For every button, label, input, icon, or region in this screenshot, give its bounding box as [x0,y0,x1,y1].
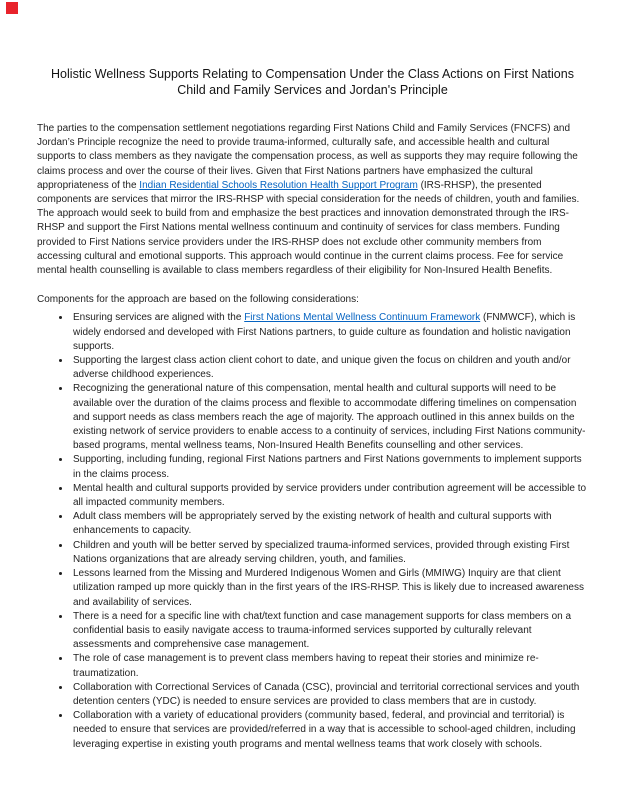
irs-rhsp-program-link[interactable]: Indian Residential Schools Resolution Health Support Program [139,179,418,191]
fnmwcf-framework-link[interactable]: First Nations Mental Wellness Continuum Framework [244,312,481,324]
intro-paragraph [37,122,588,278]
bullet-text-before-link: Ensuring services are aligned with the [73,312,245,324]
list-item-children-and-youth: • Children and youth will be better served by specialized trauma-informed services, provided through existing First Nations organizations that are already serving children, youth, and families. [71,539,588,567]
list-item-largest-cohort: • Supporting the largest class action client cohort to date, and unique given the focus on children and youth and/or adverse childhood experiences. [71,354,588,382]
intro-text-before-link: The parties to the compensation settlement negotiations regarding First Nations Child and Family Services (FNCFS) and Jordan’s Principle recognize the need to provide trauma-informed, culturally safe, and accessible health and cultural supports to class members as they navigate the compensation process, as well as supports they may require following the claims process and over the course of their lives. Given that First Nations partners have emphasized the cultural appropriateness of the [37,123,578,191]
intro-text-after-link: (IRS-RHSP), the presented components are services that mirror the IRS-RHSP with special consideration for the needs of children, youth and families. The approach would seek to build from and emphasize the best practices and innovation demonstrated through the IRS-RHSP and support the First Nations mental wellness continuum and continuity of services for class members. Funding provided to First Nations service providers under the IRS-RHSP does not exclude other community members from accessing cultural and emotional supports. This approach would continue in the current claims process. Fee for service mental health counselling is available to class members regardless of their eligibility for Non-Insured Health Benefits. [37,179,580,277]
considerations-heading: Components for the approach are based on the following considerations: [37,294,359,306]
bullet-text-after-link: (FNMWCF), which is widely endorsed and developed with First Nations partners, to guide culture as foundation and holistic navigation supports. [73,312,576,352]
list-item-correctional-collaboration: • Collaboration with Correctional Services of Canada (CSC), provincial and territorial correctional services and youth detention centers (YDC) is needed to ensure services are provided to class members that are in custody. [71,681,588,709]
list-item-regional-partners: • Supporting, including funding, regional First Nations partners and First Nations governments to implement supports in the claims process. [71,453,588,481]
document-title-line-2: Child and Family Services and Jordan's Principle [177,83,448,97]
considerations-list [37,311,588,751]
list-item-educational-collaboration: • Collaboration with a variety of educational providers (community based, federal, and provincial and territorial) is needed to ensure that services are provided/referred in a way that is accessible to school-aged children, including leveraging expertise in existing youth programs and mental wellness teams that work closely with schools. [71,709,588,752]
list-item-contribution-agreement: • Mental health and cultural supports provided by service providers under contribution agreement will be accessible to all impacted community members. [71,482,588,510]
list-item-aligned-services [71,311,588,354]
list-item-mmiwg-lessons: • Lessons learned from the Missing and Murdered Indigenous Women and Girls (MMIWG) Inquiry are that client utilization ramped up more quickly than in the first years of the IRS-RHSP. This is likely due to increased awareness and availability of services. [71,567,588,610]
red-square-marker-icon [6,2,18,14]
list-item-adult-class-members: • Adult class members will be appropriately served by the existing network of health and cultural supports with enhancements to capacity. [71,510,588,538]
list-item-chat-text-line: • There is a need for a specific line with chat/text function and case management supports for class members on a confidential basis to easily navigate access to trauma-informed services supported by culturally relevant assessments and comprehensive case management. [71,610,588,653]
document-title-line-1: Holistic Wellness Supports Relating to Compensation Under the Class Actions on First Nations [51,67,574,81]
document-title [37,66,588,98]
list-item-case-management-role: • The role of case management is to prevent class members having to repeat their stories and minimize re-traumatization. [71,652,588,680]
list-item-generational-nature: • Recognizing the generational nature of this compensation, mental health and cultural supports will need to be available over the duration of the claims process and flexible to accommodate differing timelines on compensation and support needs as class members reach the age of majority. The approach outlined in this annex builds on the existing network of service providers to enable access to a continuity of services, including First Nations community-based programs, mental wellness teams, Non-Insured Health Benefits counselling and other services. [71,382,588,453]
